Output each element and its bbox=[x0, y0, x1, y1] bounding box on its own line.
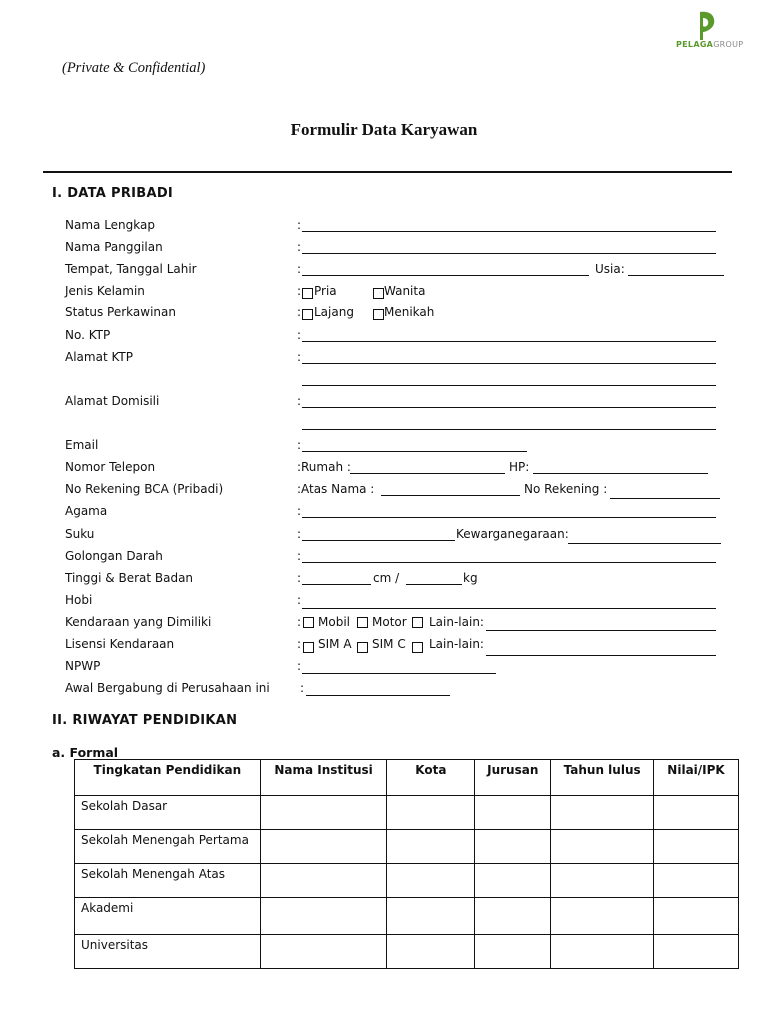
checkbox-sim-c[interactable] bbox=[357, 642, 368, 653]
table-cell[interactable] bbox=[475, 898, 551, 935]
label-kewarganegaraan: Kewarganegaraan: bbox=[456, 527, 569, 541]
table-cell[interactable] bbox=[475, 796, 551, 830]
table-cell[interactable] bbox=[551, 898, 654, 935]
table-cell[interactable] bbox=[475, 935, 551, 969]
field-alamat-domisili-2[interactable] bbox=[302, 429, 716, 430]
title-divider bbox=[43, 171, 732, 173]
table-cell[interactable] bbox=[551, 796, 654, 830]
colon: : bbox=[297, 284, 302, 298]
field-nama-lengkap[interactable] bbox=[302, 231, 716, 232]
column-header: Jurusan bbox=[475, 760, 551, 796]
row-label: Akademi bbox=[75, 898, 261, 935]
checkbox-lain-lain-kendaraan[interactable] bbox=[412, 617, 423, 628]
label-suku: Suku bbox=[65, 527, 95, 541]
table-row bbox=[75, 796, 739, 830]
row-label: Sekolah Dasar bbox=[75, 796, 261, 830]
label-agama: Agama bbox=[65, 504, 108, 518]
colon: : bbox=[297, 305, 302, 319]
label-awal-bergabung: Awal Bergabung di Perusahaan ini bbox=[65, 681, 270, 695]
label-status-perkawinan: Status Perkawinan bbox=[65, 305, 176, 319]
label-npwp: NPWP bbox=[65, 659, 101, 673]
logo-group: GROUP bbox=[713, 40, 744, 49]
row-label: Universitas bbox=[75, 935, 261, 969]
label-golongan-darah: Golongan Darah bbox=[65, 549, 163, 563]
field-nama-panggilan[interactable] bbox=[302, 253, 716, 254]
label-no-rekening: No Rekening : bbox=[524, 482, 608, 496]
colon: : bbox=[297, 637, 302, 651]
confidential-label: (Private & Confidential) bbox=[62, 60, 206, 76]
field-suku[interactable] bbox=[302, 540, 455, 541]
option-mobil: Mobil bbox=[318, 615, 350, 629]
checkbox-sim-a[interactable] bbox=[303, 642, 314, 653]
table-row bbox=[75, 864, 739, 898]
field-alamat-ktp-2[interactable] bbox=[302, 385, 716, 386]
label-rumah: Rumah : bbox=[301, 460, 351, 474]
label-rekening-bca: No Rekening BCA (Pribadi) bbox=[65, 482, 224, 496]
colon: : bbox=[297, 593, 302, 607]
field-tempat-tanggal-lahir[interactable] bbox=[302, 275, 589, 276]
option-pria: Pria bbox=[314, 284, 337, 298]
education-table bbox=[74, 759, 739, 969]
colon: : bbox=[297, 460, 302, 474]
field-telepon-rumah[interactable] bbox=[350, 473, 505, 474]
row-label: Sekolah Menengah Atas bbox=[75, 864, 261, 898]
label-kg: kg bbox=[463, 571, 478, 585]
checkbox-pria[interactable] bbox=[302, 288, 313, 299]
field-no-ktp[interactable] bbox=[302, 341, 716, 342]
field-kendaraan-lain[interactable] bbox=[486, 630, 716, 631]
table-cell[interactable] bbox=[387, 830, 475, 864]
colon: : bbox=[297, 659, 302, 673]
section-heading-data-pribadi: I. DATA PRIBADI bbox=[52, 186, 174, 201]
field-hobi[interactable] bbox=[302, 608, 716, 609]
table-cell[interactable] bbox=[654, 935, 739, 969]
option-sim-a: SIM A bbox=[318, 637, 352, 651]
checkbox-lajang[interactable] bbox=[302, 309, 313, 320]
logo-wordmark bbox=[676, 40, 743, 49]
label-alamat-ktp: Alamat KTP bbox=[65, 350, 133, 364]
field-email[interactable] bbox=[302, 451, 527, 452]
colon: : bbox=[297, 527, 302, 541]
field-atas-nama[interactable] bbox=[381, 495, 520, 496]
table-cell[interactable] bbox=[654, 830, 739, 864]
colon: : bbox=[297, 438, 302, 452]
table-cell[interactable] bbox=[551, 830, 654, 864]
checkbox-motor[interactable] bbox=[357, 617, 368, 628]
table-cell[interactable] bbox=[475, 830, 551, 864]
table-row bbox=[75, 898, 739, 935]
field-alamat-ktp-1[interactable] bbox=[302, 363, 716, 364]
table-cell[interactable] bbox=[551, 864, 654, 898]
table-cell[interactable] bbox=[654, 864, 739, 898]
column-header: Kota bbox=[387, 760, 475, 796]
option-wanita: Wanita bbox=[384, 284, 426, 298]
field-berat[interactable] bbox=[406, 584, 462, 585]
label-no-ktp: No. KTP bbox=[65, 328, 111, 342]
table-cell[interactable] bbox=[260, 796, 387, 830]
field-no-rekening[interactable] bbox=[610, 498, 720, 499]
label-nama-lengkap: Nama Lengkap bbox=[65, 218, 155, 232]
label-usia: Usia: bbox=[595, 262, 625, 276]
table-cell[interactable] bbox=[654, 796, 739, 830]
option-sim-c: SIM C bbox=[372, 637, 406, 651]
option-lain-lain-lisensi: Lain-lain: bbox=[429, 637, 484, 651]
column-header: Nilai/IPK bbox=[654, 760, 739, 796]
table-header-row bbox=[75, 760, 739, 796]
table-row bbox=[75, 935, 739, 969]
colon: : bbox=[297, 549, 302, 563]
option-menikah: Menikah bbox=[384, 305, 435, 319]
field-golongan-darah[interactable] bbox=[302, 562, 716, 563]
checkbox-menikah[interactable] bbox=[373, 309, 384, 320]
field-kewarganegaraan[interactable] bbox=[568, 543, 721, 544]
colon: : bbox=[297, 240, 302, 254]
field-agama[interactable] bbox=[302, 517, 716, 518]
table-cell[interactable] bbox=[387, 935, 475, 969]
label-kendaraan: Kendaraan yang Dimiliki bbox=[65, 615, 212, 629]
column-header: Tahun lulus bbox=[551, 760, 654, 796]
label-lisensi: Lisensi Kendaraan bbox=[65, 637, 175, 651]
option-lajang: Lajang bbox=[314, 305, 354, 319]
field-hp[interactable] bbox=[533, 473, 708, 474]
checkbox-wanita[interactable] bbox=[373, 288, 384, 299]
label-cm: cm / bbox=[373, 571, 400, 585]
table-cell[interactable] bbox=[387, 864, 475, 898]
field-npwp[interactable] bbox=[302, 673, 496, 674]
label-jenis-kelamin: Jenis Kelamin bbox=[65, 284, 145, 298]
colon: : bbox=[297, 615, 302, 629]
row-label: Sekolah Menengah Pertama bbox=[75, 830, 261, 864]
label-hobi: Hobi bbox=[65, 593, 93, 607]
option-motor: Motor bbox=[372, 615, 407, 629]
subsection-formal: a. Formal bbox=[52, 745, 119, 760]
colon: : bbox=[297, 482, 302, 496]
colon: : bbox=[297, 394, 302, 408]
label-hp: HP: bbox=[509, 460, 530, 474]
table-cell[interactable] bbox=[260, 864, 387, 898]
table-cell[interactable] bbox=[260, 935, 387, 969]
label-atas-nama: Atas Nama : bbox=[301, 482, 375, 496]
column-header: Nama Institusi bbox=[260, 760, 387, 796]
table-cell[interactable] bbox=[260, 898, 387, 935]
colon: : bbox=[300, 681, 305, 695]
colon: : bbox=[297, 350, 302, 364]
section-heading-riwayat-pendidikan: II. RIWAYAT PENDIDIKAN bbox=[52, 713, 238, 728]
table-cell[interactable] bbox=[551, 935, 654, 969]
colon: : bbox=[297, 328, 302, 342]
label-tempat-tanggal-lahir: Tempat, Tanggal Lahir bbox=[65, 262, 197, 276]
colon: : bbox=[297, 262, 302, 276]
label-nomor-telepon: Nomor Telepon bbox=[65, 460, 156, 474]
field-lisensi-lain[interactable] bbox=[486, 655, 716, 656]
label-nama-panggilan: Nama Panggilan bbox=[65, 240, 163, 254]
field-alamat-domisili-1[interactable] bbox=[302, 407, 716, 408]
table-cell[interactable] bbox=[387, 796, 475, 830]
field-tinggi[interactable] bbox=[302, 584, 371, 585]
label-email: Email bbox=[65, 438, 99, 452]
field-awal-bergabung[interactable] bbox=[306, 695, 450, 696]
colon: : bbox=[297, 218, 302, 232]
page-title: Formulir Data Karyawan bbox=[290, 120, 478, 139]
table-row bbox=[75, 830, 739, 864]
colon: : bbox=[297, 504, 302, 518]
logo-brand: PELAGA bbox=[676, 40, 714, 49]
label-alamat-domisili: Alamat Domisili bbox=[65, 394, 160, 408]
table-cell[interactable] bbox=[260, 830, 387, 864]
checkbox-mobil[interactable] bbox=[303, 617, 314, 628]
label-tinggi-berat: Tinggi & Berat Badan bbox=[65, 571, 194, 585]
colon: : bbox=[297, 571, 302, 585]
checkbox-lain-lain-lisensi[interactable] bbox=[412, 642, 423, 653]
field-usia[interactable] bbox=[628, 275, 724, 276]
table-cell[interactable] bbox=[387, 898, 475, 935]
column-header: Tingkatan Pendidikan bbox=[75, 760, 261, 796]
table-cell[interactable] bbox=[654, 898, 739, 935]
table-cell[interactable] bbox=[475, 864, 551, 898]
option-lain-lain: Lain-lain: bbox=[429, 615, 484, 629]
